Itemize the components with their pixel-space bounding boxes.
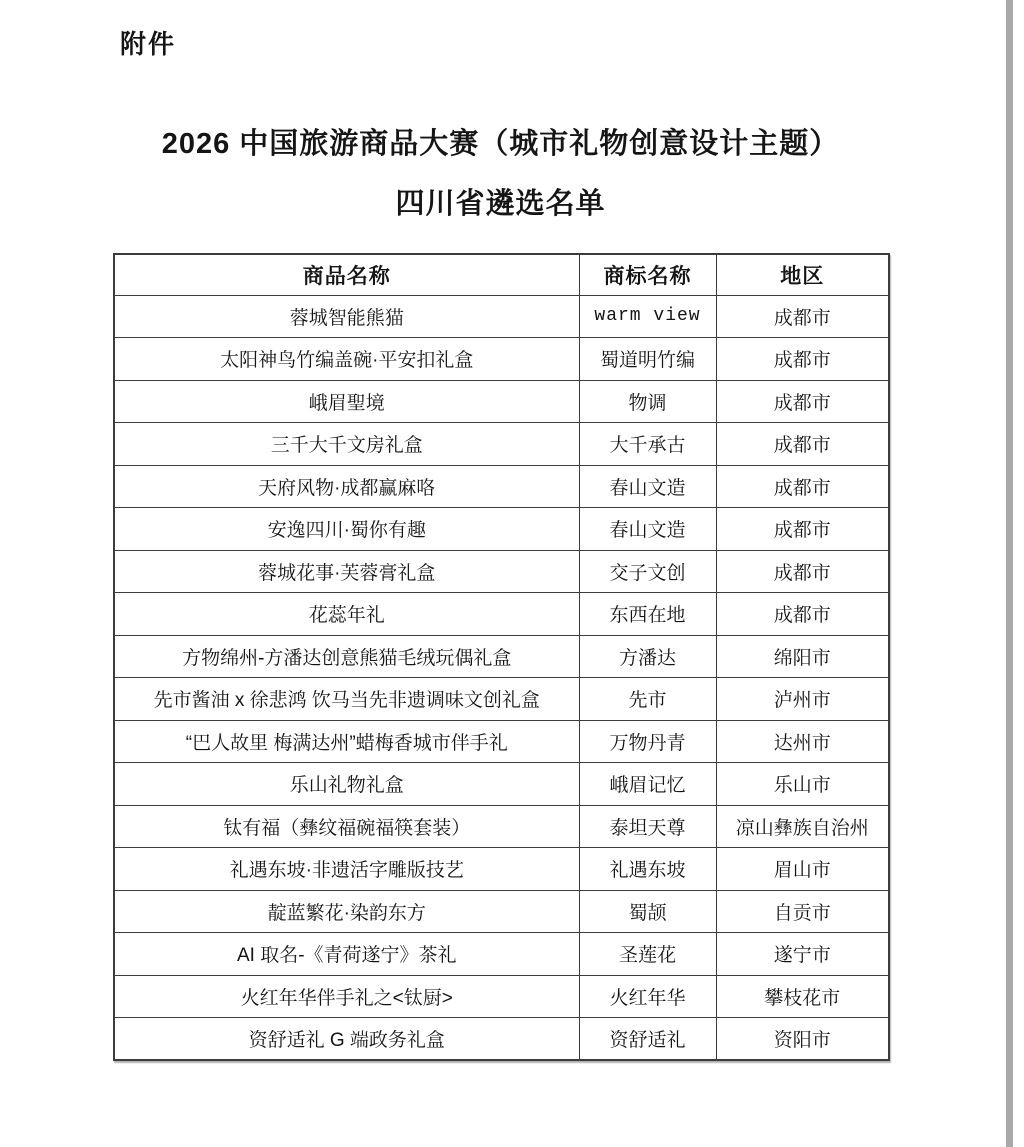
product-cell: 靛蓝繁花·染韵东方 (114, 890, 579, 933)
region-cell: 绵阳市 (716, 635, 889, 678)
selection-table (113, 253, 890, 1061)
page-edge-strip (1006, 0, 1013, 1147)
table-row (114, 593, 889, 636)
product-cell: “巴人故里 梅满达州”蜡梅香城市伴手礼 (114, 720, 579, 763)
region-cell: 成都市 (716, 380, 889, 423)
column-header-product: 商品名称 (114, 254, 579, 295)
region-cell: 资阳市 (716, 1018, 889, 1061)
product-cell: 火红年华伴手礼之<钛厨> (114, 975, 579, 1018)
brand-cell: 方潘达 (579, 635, 716, 678)
region-cell: 成都市 (716, 593, 889, 636)
brand-cell: 春山文造 (579, 465, 716, 508)
table-row (114, 1018, 889, 1061)
brand-cell: 交子文创 (579, 550, 716, 593)
brand-cell: 泰坦天尊 (579, 805, 716, 848)
region-cell: 成都市 (716, 338, 889, 381)
product-cell: 礼遇东坡·非遗活字雕版技艺 (114, 848, 579, 891)
region-cell: 成都市 (716, 508, 889, 551)
header-row (114, 254, 889, 295)
product-cell: 太阳神鸟竹编盖碗·平安扣礼盒 (114, 338, 579, 381)
column-header-brand: 商标名称 (579, 254, 716, 295)
table-row (114, 635, 889, 678)
table-row (114, 508, 889, 551)
product-cell: AI 取名-《青荷遂宁》茶礼 (114, 933, 579, 976)
product-cell: 方物绵州-方潘达创意熊猫毛绒玩偶礼盒 (114, 635, 579, 678)
region-cell: 成都市 (716, 295, 889, 338)
product-cell: 蓉城花事·芙蓉膏礼盒 (114, 550, 579, 593)
table-row (114, 975, 889, 1018)
region-cell: 自贡市 (716, 890, 889, 933)
brand-cell: 物调 (579, 380, 716, 423)
table-row (114, 720, 889, 763)
page-title-line1: 2026 中国旅游商品大赛（城市礼物创意设计主题） (161, 128, 840, 160)
brand-cell: 春山文造 (579, 508, 716, 551)
table-row (114, 890, 889, 933)
product-cell: 乐山礼物礼盒 (114, 763, 579, 806)
table-row (114, 380, 889, 423)
region-cell: 成都市 (716, 423, 889, 466)
brand-cell: 资舒适礼 (579, 1018, 716, 1061)
product-cell: 蓉城智能熊猫 (114, 295, 579, 338)
brand-cell: 大千承古 (579, 423, 716, 466)
attachment-label: 附件 (120, 29, 177, 59)
page-title-line2: 四川省遴选名单 (395, 188, 606, 220)
product-cell: 先市酱油 x 徐悲鸿 饮马当先非遗调味文创礼盒 (114, 678, 579, 721)
table-row (114, 550, 889, 593)
product-cell: 资舒适礼 G 端政务礼盒 (114, 1018, 579, 1061)
brand-cell: 峨眉记忆 (579, 763, 716, 806)
region-cell: 眉山市 (716, 848, 889, 891)
brand-cell: 万物丹青 (579, 720, 716, 763)
product-cell: 钛有福（彝纹福碗福筷套装） (114, 805, 579, 848)
brand-cell: 先市 (579, 678, 716, 721)
region-cell: 泸州市 (716, 678, 889, 721)
brand-cell: 蜀道明竹编 (579, 338, 716, 381)
brand-cell: 礼遇东坡 (579, 848, 716, 891)
product-cell: 安逸四川·蜀你有趣 (114, 508, 579, 551)
product-cell: 天府风物·成都赢麻咯 (114, 465, 579, 508)
table-row (114, 465, 889, 508)
table-row (114, 933, 889, 976)
region-cell: 攀枝花市 (716, 975, 889, 1018)
table-header (114, 254, 889, 295)
table-row (114, 678, 889, 721)
table-row (114, 338, 889, 381)
table-row (114, 848, 889, 891)
region-cell: 成都市 (716, 550, 889, 593)
brand-cell: 东西在地 (579, 593, 716, 636)
table-row (114, 295, 889, 338)
column-header-region: 地区 (716, 254, 889, 295)
product-cell: 峨眉聖境 (114, 380, 579, 423)
table-row (114, 763, 889, 806)
table-row (114, 805, 889, 848)
table-body (114, 295, 889, 1060)
region-cell: 成都市 (716, 465, 889, 508)
brand-cell: 火红年华 (579, 975, 716, 1018)
table-row (114, 423, 889, 466)
region-cell: 达州市 (716, 720, 889, 763)
region-cell: 遂宁市 (716, 933, 889, 976)
product-cell: 三千大千文房礼盒 (114, 423, 579, 466)
brand-cell: 蜀颉 (579, 890, 716, 933)
region-cell: 乐山市 (716, 763, 889, 806)
brand-cell: 圣莲花 (579, 933, 716, 976)
brand-cell: warm view (579, 295, 716, 338)
product-cell: 花蕊年礼 (114, 593, 579, 636)
region-cell: 凉山彝族自治州 (716, 805, 889, 848)
